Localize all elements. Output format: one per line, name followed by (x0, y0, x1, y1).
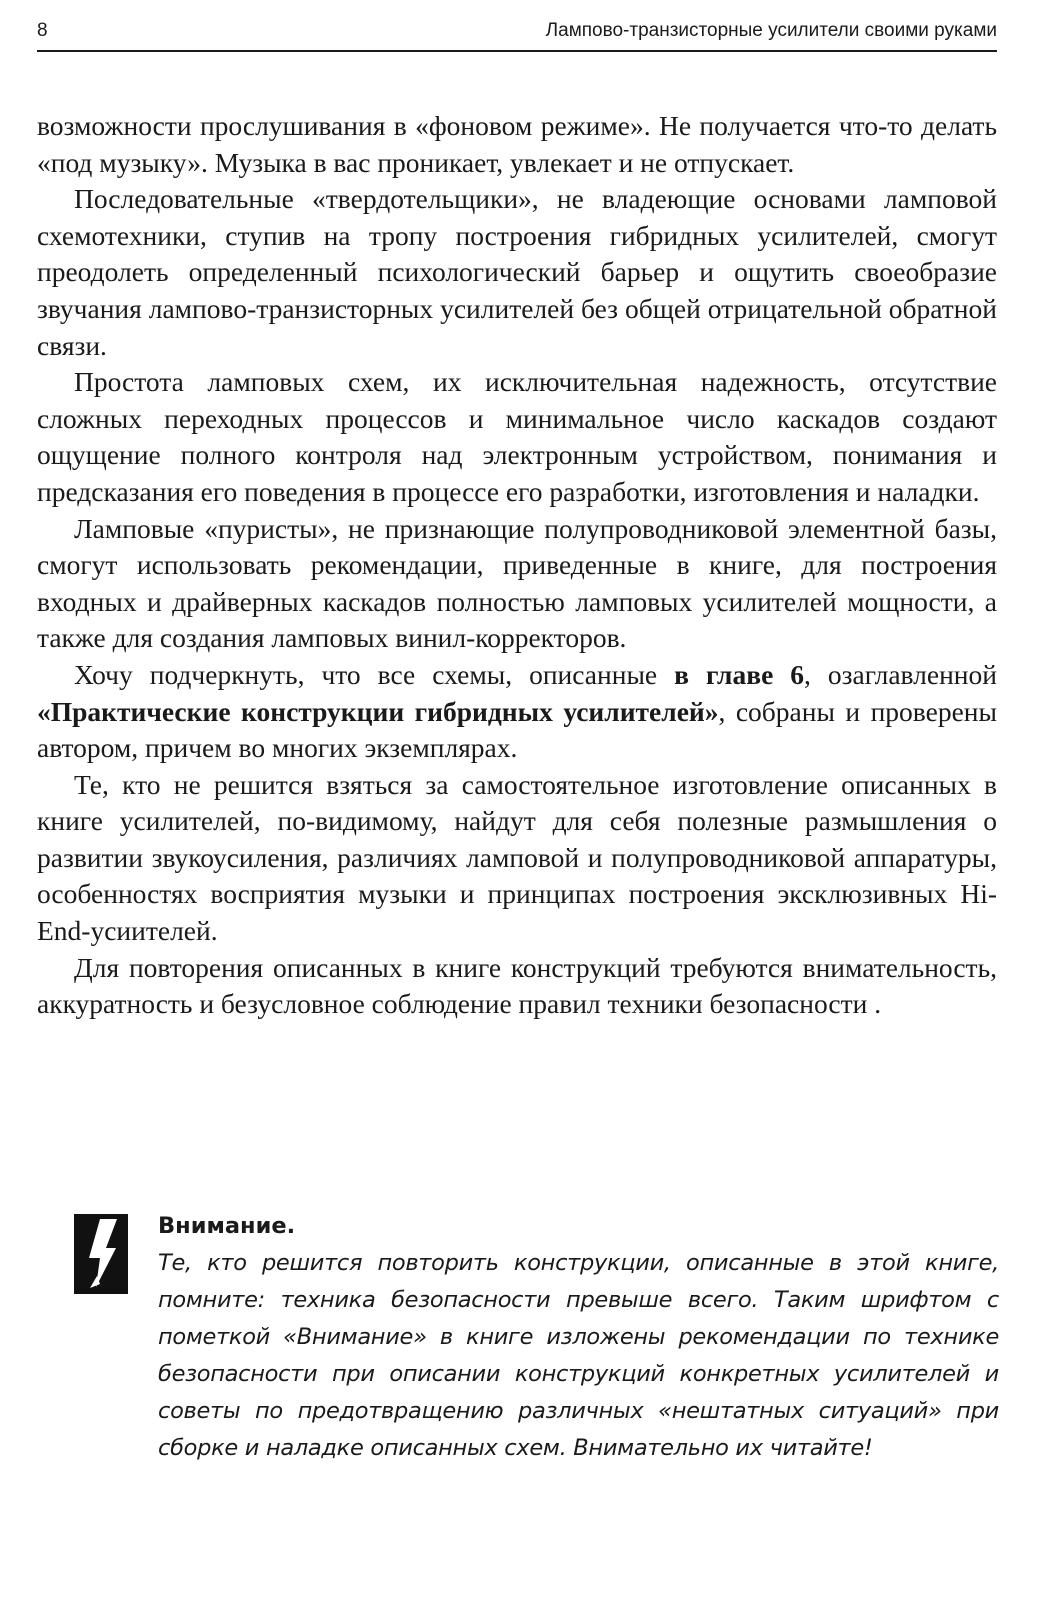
warning-content (158, 1208, 999, 1467)
paragraph-4: Ламповые «пуристы», не признающие полупроводниковой элементной базы, смогут использовать рекомендации, приведенные в книге, для построения входных и драйверных каскадов полностью ламповых усилителей мощности, а также для создания ламповых винил-корректоров. (37, 512, 997, 654)
paragraph-5-text-e: , собраны и проверены автором, причем во многих экземплярах. (37, 695, 997, 764)
paragraph-6: Те, кто не решится взяться за самостоятельное изготовление описанных в книге усилителей, по-видимому, найдут для себя полезные размышления о развитии звукоусиления, различиях ламповой и полупроводниковой аппаратуры, особенностях восприятия музыки и принципах построения эксклюзивных Hi-End-усиителей. (37, 768, 997, 947)
warning-text: Те, кто решится повторить конструкции, описанные в этой книге, помните: техника безопасности превыше всего. Таким шрифтом с пометкой «Внимание» в книге изложены рекомендации по технике безопасности при описании конструкций конкретных усилителей и советы по предотвращению различных «нештатных ситуаций» при сборке и наладке описанных схем. Внимательно их читайте! (158, 1250, 999, 1461)
warning-title: Внимание. (158, 1213, 296, 1239)
lightning-icon (74, 1214, 128, 1294)
running-title: Лампово-транзисторные усилители своими руками (545, 20, 997, 41)
page-number: 8 (37, 20, 48, 41)
page-header (37, 16, 997, 52)
paragraph-3: Простота ламповых схем, их исключительная надежность, отсутствие сложных переходных процессов и минимальное число каскадов создают ощущение полного контроля над электронным устройством, понимания и предсказания его поведения в процессе его разработки, изготовления и наладки. (37, 366, 997, 507)
warning-block (74, 1208, 999, 1488)
body-text (37, 108, 997, 1023)
paragraph-5 (37, 657, 997, 767)
paragraph-5-text-a: Хочу подчеркнуть, что все схемы, описанные (74, 658, 675, 690)
paragraph-2: Последовательные «твердотельщики», не владеющие основами ламповой схемотехники, ступив на тропу построения гибридных усилителей, смогут преодолеть определенный психологический барьер и ощутить своеобразие звучания лампово-транзисторных усилителей без общей отрицательной обратной связи. (37, 183, 997, 361)
chapter-title-reference: «Практические конструкции гибридных усилителей» (37, 695, 719, 727)
paragraph-1: возможности прослушивания в «фоновом режиме». Не получается что-то делать «под музыку». Музыка в вас проникает, увлекает и не отпускает. (37, 110, 997, 178)
chapter-reference: в главе 6 (674, 658, 805, 690)
paragraph-5-text-c: , озаглавленной (804, 658, 997, 690)
paragraph-7: Для повторения описанных в книге конструкций требуются внимательность, аккуратность и безусловное соблюдение правил техники безопасности . (37, 951, 997, 1020)
